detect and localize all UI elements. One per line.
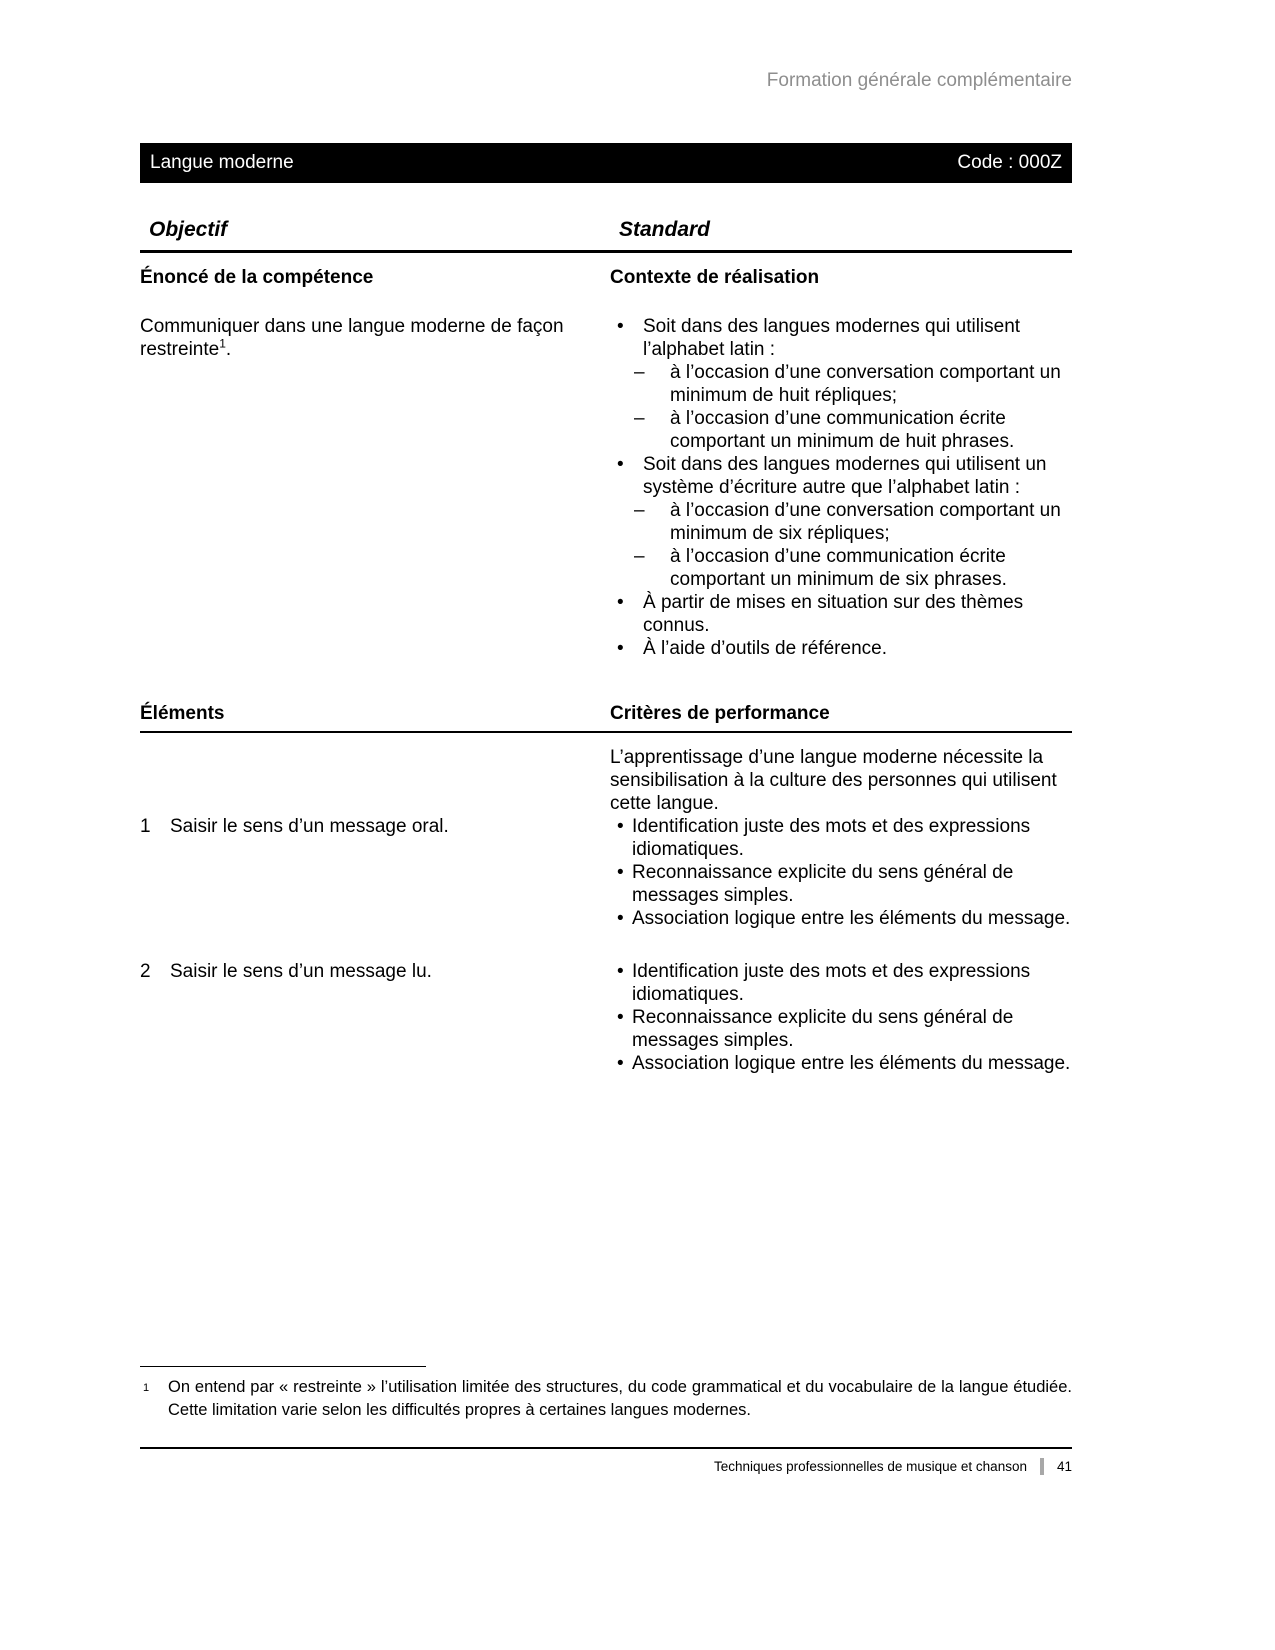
- page-footer: [714, 1458, 1072, 1475]
- objectif-header: Objectif: [149, 218, 228, 241]
- context-list-item: • Soit dans des langues modernes qui utilisent l’alphabet latin :: [610, 315, 1072, 361]
- footnote-reference: 1: [219, 336, 226, 351]
- running-header: Formation générale complémentaire: [766, 70, 1072, 91]
- elements-heading: Éléments: [140, 703, 225, 724]
- column-headers: [140, 218, 1072, 242]
- footer-rule: [140, 1447, 1072, 1449]
- element-2-criteria-list: [610, 960, 1072, 1075]
- contexte-heading: Contexte de réalisation: [610, 267, 820, 288]
- competence-statement: [140, 315, 580, 361]
- contexte-column: [610, 267, 1072, 660]
- footnote-body: [140, 1376, 1072, 1422]
- section2-headers: [140, 703, 1072, 725]
- page-content: [140, 0, 1072, 1650]
- context-list-item: – à l’occasion d’une conversation comportant un minimum de six répliques;: [610, 499, 1072, 545]
- intro-left-spacer: [140, 746, 610, 815]
- element-2-label: [140, 930, 610, 1075]
- element-1-text: Saisir le sens d’un message oral.: [170, 816, 449, 837]
- criterion-list-item: • Association logique entre les éléments du message.: [610, 1052, 1072, 1075]
- element-1-label: [140, 815, 610, 930]
- footer-program-title: Techniques professionnelles de musique et chanson: [714, 1459, 1027, 1474]
- context-list-item: – à l’occasion d’une communication écrite comportant un minimum de huit phrases.: [610, 407, 1072, 453]
- course-code: Code : 000Z: [957, 152, 1062, 173]
- criterion-list-item: • Association logique entre les éléments du message.: [610, 907, 1072, 930]
- standard-header: Standard: [619, 218, 711, 241]
- criteres-intro: L’apprentissage d’une langue moderne nécessite la sensibilisation à la culture des personnes qui utilisent cette langue.: [610, 747, 1057, 814]
- element-1-number: 1: [140, 816, 151, 837]
- section2-rule: [140, 731, 1072, 733]
- criteres-heading: Critères de performance: [610, 703, 830, 724]
- footer-divider: [1040, 1458, 1044, 1475]
- element-2-criteria-cell: [610, 930, 1072, 1075]
- criterion-list-item: • Reconnaissance explicite du sens général de messages simples.: [610, 861, 1072, 907]
- element-2-text: Saisir le sens d’un message lu.: [170, 961, 432, 982]
- competence-column: [140, 267, 610, 660]
- competence-heading: Énoncé de la compétence: [140, 267, 374, 288]
- footnote-divider: [140, 1366, 426, 1367]
- footnote-text: On entend par « restreinte » l’utilisation limitée des structures, du code grammatical et du vocabulaire de la langue étudiée. Cette limitation varie selon les difficultés propres à certaines langues modernes.: [168, 1378, 1072, 1419]
- context-list-item: • Soit dans des langues modernes qui utilisent un système d’écriture autre que l’alphabet latin :: [610, 453, 1072, 499]
- statement-tail: .: [225, 339, 232, 360]
- context-list-item: – à l’occasion d’une conversation comportant un minimum de huit répliques;: [610, 361, 1072, 407]
- course-title: Langue moderne: [150, 152, 294, 173]
- element-1-criteria-cell: [610, 815, 1072, 930]
- section-elements-criteres: [140, 746, 1072, 1075]
- criterion-list-item: • Identification juste des mots et des expressions idiomatiques.: [610, 960, 1072, 1006]
- footnote: [140, 1366, 1072, 1422]
- contexte-list: [610, 315, 1072, 660]
- statement-text: Communiquer dans une langue moderne de façon restreinte: [140, 316, 564, 360]
- header-rule: [140, 250, 1072, 253]
- footnote-number: 1: [143, 1382, 150, 1394]
- context-list-item: – à l’occasion d’une communication écrite comportant un minimum de six phrases.: [610, 545, 1072, 591]
- criterion-list-item: • Identification juste des mots et des expressions idiomatiques.: [610, 815, 1072, 861]
- section-objectif-standard: [140, 267, 1072, 660]
- criterion-list-item: • Reconnaissance explicite du sens général de messages simples.: [610, 1006, 1072, 1052]
- context-list-item: • À partir de mises en situation sur des thèmes connus.: [610, 591, 1072, 637]
- element-1-criteria-list: [610, 815, 1072, 930]
- title-bar: [140, 143, 1072, 183]
- page-number: 41: [1056, 1459, 1072, 1474]
- context-list-item: • À l’aide d’outils de référence.: [610, 637, 1072, 660]
- element-2-number: 2: [140, 961, 151, 982]
